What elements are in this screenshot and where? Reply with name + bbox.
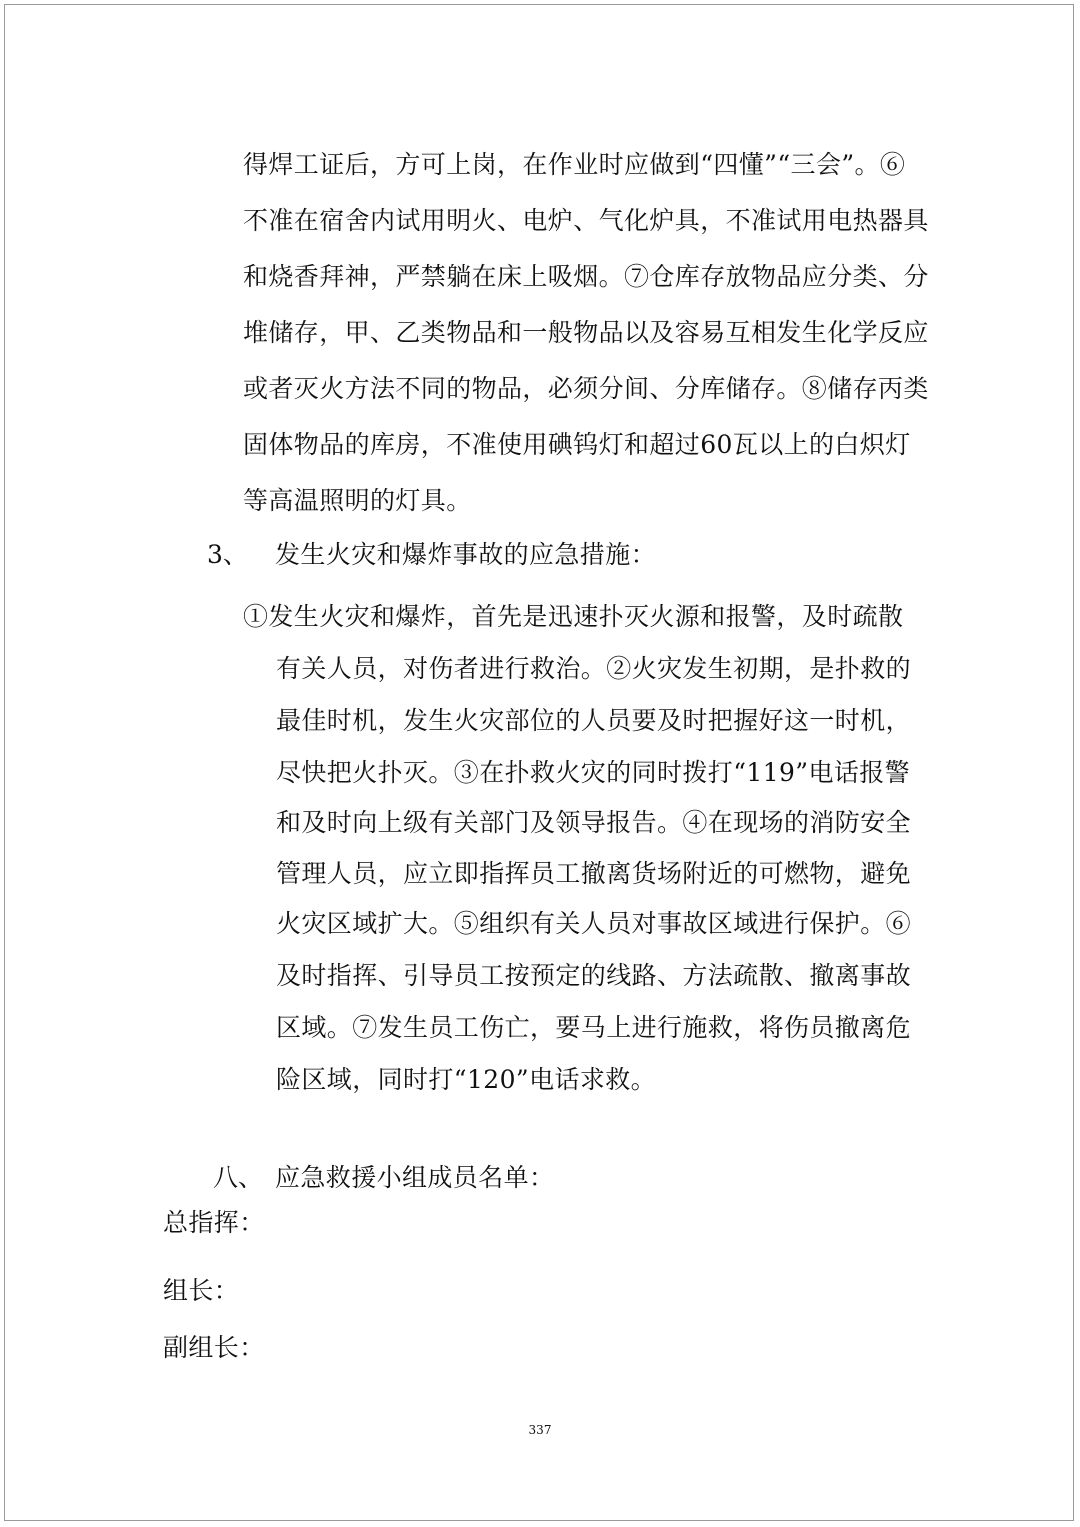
paragraph-line: 区域。⑦发生员工伤亡，要马上进行施救，将伤员撤离危 (276, 1013, 912, 1042)
paragraph-line: 固体物品的库房，不准使用碘钨灯和超过60瓦以上的白炽灯 (243, 430, 911, 459)
paragraph-line: ①发生火灾和爆炸，首先是迅速扑灭火源和报警，及时疏散 (243, 602, 904, 631)
paragraph-line: 及时指挥、引导员工按预定的线路、方法疏散、撤离事故 (276, 961, 912, 990)
section-number: 3、 (207, 540, 248, 569)
paragraph-line: 和及时向上级有关部门及领导报告。④在现场的消防安全 (276, 808, 912, 837)
paragraph-line: 堆储存，甲、乙类物品和一般物品以及容易互相发生化学反应 (243, 318, 929, 347)
paragraph-line: 险区域，同时打“120”电话求救。 (276, 1065, 657, 1094)
deputy-leader-label: 副组长： (163, 1333, 265, 1362)
paragraph-line: 火灾区域扩大。⑤组织有关人员对事故区域进行保护。⑥ (276, 909, 912, 938)
paragraph-line: 最佳时机，发生火灾部位的人员要及时把握好这一时机， (276, 706, 912, 735)
paragraph-line: 等高温照明的灯具。 (243, 486, 472, 515)
paragraph-line: 有关人员，对伤者进行救治。②火灾发生初期，是扑救的 (276, 654, 912, 683)
paragraph-line: 或者灭火方法不同的物品，必须分间、分库储存。⑧储存丙类 (243, 374, 929, 403)
paragraph-line: 得焊工证后，方可上岗，在作业时应做到“四懂”“三会”。⑥ (243, 150, 906, 179)
section-number: 八、 (213, 1163, 264, 1192)
paragraph-line: 管理人员，应立即指挥员工撤离货场附近的可燃物，避免 (276, 859, 912, 888)
section-title: 应急救援小组成员名单： (275, 1163, 555, 1192)
page-number: 337 (528, 1423, 552, 1437)
paragraph-line: 不准在宿舍内试用明火、电炉、气化炉具，不准试用电热器具 (243, 206, 929, 235)
section-title: 发生火灾和爆炸事故的应急措施： (275, 540, 657, 569)
paragraph-line: 尽快把火扑灭。③在扑救火灾的同时拨打“119”电话报警 (276, 758, 911, 787)
paragraph-line: 和烧香拜神，严禁躺在床上吸烟。⑦仓库存放物品应分类、分 (243, 262, 929, 291)
leader-label: 组长： (163, 1276, 240, 1305)
commander-label: 总指挥： (163, 1208, 265, 1237)
